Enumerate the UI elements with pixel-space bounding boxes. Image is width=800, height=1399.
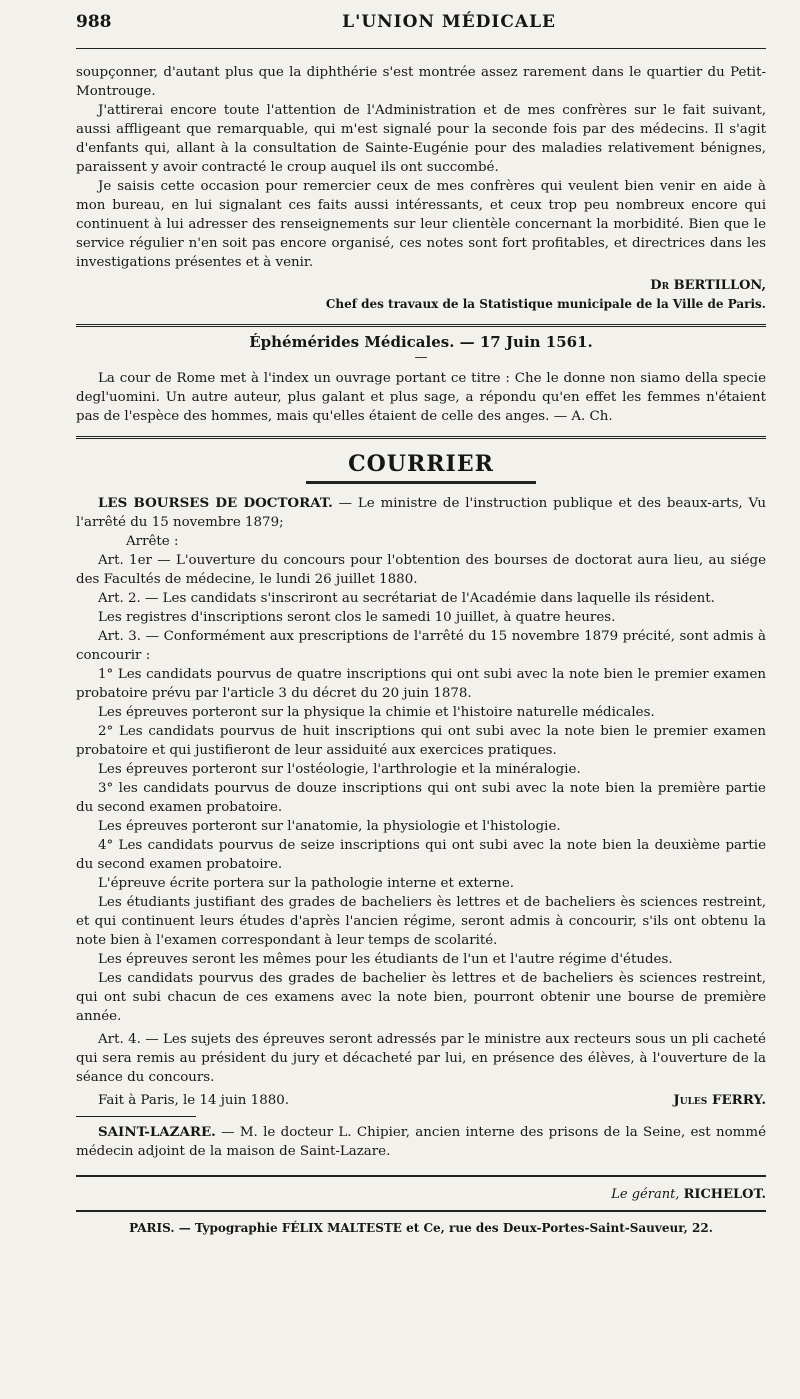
decree-signature bbox=[76, 1091, 766, 1110]
gerant-label: Le gérant, bbox=[611, 1187, 680, 1202]
saint-lazare-item bbox=[76, 1123, 766, 1161]
section-divider bbox=[76, 1175, 766, 1177]
paragraph: Les épreuves porteront sur l'ostéologie, l'arthrologie et la minéralogie. bbox=[98, 762, 581, 777]
paragraph: Je saisis cette occasion pour remercier ceux de mes confrères qui veulent bien venir en aide à mon bureau, en lui signalant ces faits aussi intéressants, et ceux trop peu nombreux encore qui continuent à lui adresser des renseignements sur leur clientèle concernant la morbidité. Bien que le service régulier n'en soit pas encore organisé, ces notes sont fort profitables, et directrices dans les investigations présentes et à venir. bbox=[76, 179, 766, 270]
condition-4: 4° Les candidats pourvus de seize inscriptions qui ont subi avec la note bien la deuxième partie du second examen probatoire. bbox=[76, 838, 766, 872]
courrier-body bbox=[76, 494, 766, 1087]
paragraph: Les épreuves porteront sur l'anatomie, la physiologie et l'histologie. bbox=[98, 819, 561, 834]
section-divider bbox=[76, 324, 766, 327]
condition-1: 1° Les candidats pourvus de quatre inscriptions qui ont subi avec la note bien le premier examen probatoire prévu par l'article 3 du décret du 20 juin 1878. bbox=[76, 667, 766, 701]
footer-rule bbox=[76, 1210, 766, 1212]
decree-date: Fait à Paris, le 14 juin 1880. bbox=[98, 1093, 290, 1108]
paragraph: Les étudiants justifiant des grades de bacheliers ès lettres et de bacheliers ès sciences restreint, et qui continuent leurs études d'après l'ancien régime, seront admis à concourir, s'ils ont obtenu la note bien à l'examen correspondant à leur temps de scolarité. bbox=[76, 895, 766, 948]
signature-name: Dr BERTILLON, bbox=[650, 278, 766, 293]
signature-title: Chef des travaux de la Statistique municipale de la Ville de Paris. bbox=[325, 297, 766, 311]
lead-text: — Le ministre de l'instruction publique et des beaux-arts, Vu l'arrêté du 15 novembre 1879; bbox=[76, 496, 766, 530]
printer-footer: PARIS. — Typographie FÉLIX MALTESTE et Ce, rue des Deux-Portes-Saint-Sauveur, 22. bbox=[129, 1221, 713, 1235]
paragraph bbox=[76, 494, 766, 532]
ephemerides-title: Éphémérides Médicales. — 17 Juin 1561. bbox=[249, 333, 593, 351]
article-2: Art. 2. — Les candidats s'inscriront au secrétariat de l'Académie dans laquelle ils résident. bbox=[98, 591, 715, 606]
article-4: Art. 4. — Les sujets des épreuves seront adressés par le ministre aux recteurs sous un pli cacheté qui sera remis au président du jury et décacheté par lui, en présence des élèves, à l'ouverture de la séance du concours. bbox=[76, 1032, 766, 1085]
arrete: Arrête : bbox=[126, 534, 179, 549]
short-rule bbox=[76, 1116, 196, 1117]
paragraph: soupçonner, d'autant plus que la diphthérie s'est montrée assez rarement dans le quartier du Petit-Montrouge. bbox=[76, 65, 766, 99]
article-3: Art. 3. — Conformément aux prescriptions de l'arrêté du 15 novembre 1879 précité, sont admis à concourir : bbox=[76, 629, 766, 663]
page-header bbox=[76, 12, 766, 48]
section-lead: LES BOURSES DE DOCTORAT. bbox=[98, 495, 333, 511]
section-divider bbox=[76, 436, 766, 439]
article-1: Art. 1er — L'ouverture du concours pour l'obtention des bourses de doctorat aura lieu, au siége des Facultés de médecine, le lundi 26 juillet 1880. bbox=[76, 553, 766, 587]
section-lead: SAINT-LAZARE. bbox=[98, 1124, 216, 1140]
paragraph: Les épreuves seront les mêmes pour les étudiants de l'un et l'autre régime d'études. bbox=[98, 952, 673, 967]
paragraph bbox=[76, 1123, 766, 1161]
header-rule bbox=[76, 48, 766, 49]
paragraph: Les candidats pourvus des grades de bachelier ès lettres et de bacheliers ès sciences restreint, qui ont subi chacun de ces examens avec la note bien, pourront obtenir une bourse de première année. bbox=[76, 971, 766, 1024]
condition-3: 3° les candidats pourvus de douze inscriptions qui ont subi avec la note bien la première partie du second examen probatoire. bbox=[76, 781, 766, 815]
top-article bbox=[76, 63, 766, 272]
gerant-name: RICHELOT. bbox=[683, 1187, 766, 1202]
item-text: — M. le docteur L. Chipier, ancien interne des prisons de la Seine, est nommé médecin adjoint de la maison de Saint-Lazare. bbox=[76, 1125, 766, 1159]
minister-name: Jules FERRY. bbox=[673, 1092, 766, 1108]
paragraph: Les épreuves porteront sur la physique la chimie et l'histoire naturelle médicales. bbox=[98, 705, 655, 720]
courrier-title: COURRIER bbox=[348, 451, 494, 477]
gerant-line bbox=[76, 1185, 766, 1204]
page-number: 988 bbox=[76, 12, 112, 32]
paragraph: L'épreuve écrite portera sur la pathologie interne et externe. bbox=[98, 876, 515, 891]
courrier-underline bbox=[306, 481, 536, 484]
paragraph: Les registres d'inscriptions seront clos le samedi 10 juillet, à quatre heures. bbox=[98, 610, 616, 625]
paragraph: La cour de Rome met à l'index un ouvrage portant ce titre : Che le donne non siamo della specie degl'uomini. Un autre auteur, plus galant et plus sage, a répondu qu'en effet les femmes n'étaient pas de l'espèce des hommes, mais qu'elles étaient de celle des anges. — A. Ch. bbox=[76, 371, 766, 424]
paragraph: J'attirerai encore toute l'attention de l'Administration et de mes confrères sur le fait suivant, aussi affligeant que remarquable, qui m'est signalé pour la seconde fois par des médecins. Il s'agit d'enfants qui, allant à la consultation de Sainte-Eugénie pour des maladies relativement bénignes, paraissent y avoir contracté le croup auquel ils ont succombé. bbox=[76, 103, 766, 175]
page-content bbox=[76, 12, 766, 1238]
condition-2: 2° Les candidats pourvus de huit inscriptions qui ont subi avec la note bien le premier examen probatoire et qui justifieront de leur assiduité aux exercices pratiques. bbox=[76, 724, 766, 758]
journal-title: L'UNION MÉDICALE bbox=[342, 12, 556, 32]
signature-block bbox=[76, 276, 766, 295]
ephemerides-body bbox=[76, 369, 766, 426]
separator-dash: — bbox=[414, 350, 428, 365]
